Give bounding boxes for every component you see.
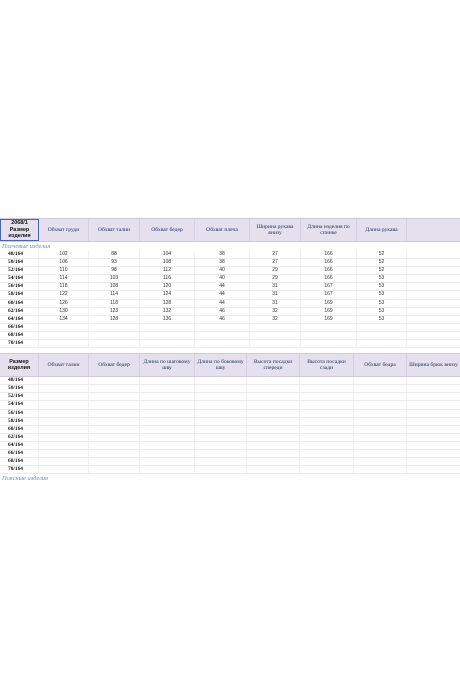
- size-cell: 68/164: [0, 332, 39, 339]
- value-cell: [89, 393, 140, 400]
- value-cell: [357, 324, 407, 331]
- top-table-header: [0, 218, 460, 242]
- column-header: Длина по шаговому шву: [140, 354, 195, 376]
- value-cell: [407, 340, 460, 347]
- value-cell: 126: [39, 300, 89, 307]
- table-row: [0, 393, 460, 401]
- column-header: Высота посадки сзади: [300, 354, 354, 376]
- table-row: [0, 324, 460, 332]
- value-cell: [407, 324, 460, 331]
- value-cell: 88: [89, 251, 140, 258]
- size-cell: 70/164: [0, 340, 39, 347]
- value-cell: [140, 340, 195, 347]
- value-cell: [247, 410, 300, 417]
- value-cell: [89, 450, 140, 457]
- value-cell: 29: [250, 267, 301, 274]
- value-cell: [195, 377, 247, 384]
- value-cell: 169: [301, 300, 357, 307]
- value-cell: [357, 332, 407, 339]
- value-cell: [247, 442, 300, 449]
- size-cell: 58/164: [0, 418, 39, 425]
- value-cell: [301, 340, 357, 347]
- value-cell: 103: [89, 275, 140, 282]
- value-cell: [195, 450, 247, 457]
- value-cell: 106: [39, 259, 89, 266]
- value-cell: [407, 308, 460, 315]
- value-cell: [407, 377, 460, 384]
- size-cell: 60/164: [0, 426, 39, 433]
- value-cell: [354, 385, 407, 392]
- value-cell: [89, 340, 140, 347]
- table-row: [0, 442, 460, 450]
- table-row: [0, 401, 460, 409]
- value-cell: 124: [140, 291, 195, 298]
- size-cell: 52/164: [0, 393, 39, 400]
- size-cell: 50/164: [0, 259, 39, 266]
- value-cell: 40: [195, 275, 250, 282]
- value-cell: [354, 442, 407, 449]
- value-cell: 108: [89, 283, 140, 290]
- value-cell: [354, 466, 407, 473]
- value-cell: [407, 332, 460, 339]
- value-cell: 128: [89, 316, 140, 323]
- value-cell: 130: [39, 308, 89, 315]
- value-cell: [140, 434, 195, 441]
- value-cell: [195, 401, 247, 408]
- value-cell: [140, 324, 195, 331]
- size-cell: 56/164: [0, 410, 39, 417]
- size-cell: 50/164: [0, 385, 39, 392]
- value-cell: 123: [89, 308, 140, 315]
- column-header: Обхват талии: [89, 219, 140, 241]
- table-row: [0, 283, 460, 291]
- value-cell: [89, 418, 140, 425]
- value-cell: [195, 410, 247, 417]
- value-cell: [247, 466, 300, 473]
- table-row: [0, 332, 460, 340]
- value-cell: 27: [250, 251, 301, 258]
- value-cell: [140, 426, 195, 433]
- value-cell: 44: [195, 283, 250, 290]
- value-cell: [300, 385, 354, 392]
- table-row: [0, 308, 460, 316]
- value-cell: [140, 418, 195, 425]
- value-cell: [407, 275, 460, 282]
- value-cell: [39, 401, 89, 408]
- table-row: [0, 251, 460, 259]
- value-cell: 166: [301, 259, 357, 266]
- bottom-table-body: [0, 377, 460, 474]
- value-cell: 134: [39, 316, 89, 323]
- value-cell: 31: [250, 283, 301, 290]
- value-cell: [407, 300, 460, 307]
- value-cell: [89, 466, 140, 473]
- value-cell: [250, 332, 301, 339]
- value-cell: [195, 324, 250, 331]
- value-cell: [39, 434, 89, 441]
- value-cell: 104: [140, 251, 195, 258]
- value-cell: [39, 340, 89, 347]
- value-cell: [354, 377, 407, 384]
- value-cell: [39, 324, 89, 331]
- size-cell: 70/164: [0, 466, 39, 473]
- value-cell: [250, 324, 301, 331]
- column-header: Длина рукава: [357, 219, 407, 241]
- value-cell: [89, 434, 140, 441]
- value-cell: [354, 418, 407, 425]
- table-row: [0, 410, 460, 418]
- size-cell: 68/164: [0, 458, 39, 465]
- column-header: Обхват бедер: [89, 354, 140, 376]
- value-cell: 53: [357, 283, 407, 290]
- value-cell: 38: [195, 259, 250, 266]
- value-cell: [407, 450, 460, 457]
- value-cell: [407, 291, 460, 298]
- bottom-table-header: [0, 353, 460, 377]
- value-cell: 32: [250, 308, 301, 315]
- column-header: Длина изделия по спинке: [301, 219, 357, 241]
- value-cell: [407, 410, 460, 417]
- value-cell: 112: [140, 267, 195, 274]
- value-cell: [140, 450, 195, 457]
- value-cell: [140, 393, 195, 400]
- value-cell: 53: [357, 300, 407, 307]
- value-cell: 31: [250, 300, 301, 307]
- value-cell: 102: [39, 251, 89, 258]
- value-cell: [354, 434, 407, 441]
- value-cell: [89, 385, 140, 392]
- value-cell: 136: [140, 316, 195, 323]
- column-header: Обхват бедер: [140, 219, 195, 241]
- column-header: Обхват талии: [39, 354, 89, 376]
- table-row: [0, 466, 460, 474]
- value-cell: [407, 426, 460, 433]
- table-row: [0, 316, 460, 324]
- size-cell: 66/164: [0, 324, 39, 331]
- value-cell: 167: [301, 291, 357, 298]
- value-cell: [247, 434, 300, 441]
- value-cell: [407, 385, 460, 392]
- size-column-header: Размер изделия: [0, 354, 39, 376]
- size-cell: 62/164: [0, 434, 39, 441]
- size-column-header: 2068/1 Размер изделия: [0, 219, 39, 241]
- value-cell: 114: [89, 291, 140, 298]
- value-cell: 98: [89, 267, 140, 274]
- value-cell: 132: [140, 308, 195, 315]
- value-cell: 53: [357, 275, 407, 282]
- value-cell: 44: [195, 291, 250, 298]
- value-cell: 122: [39, 291, 89, 298]
- value-cell: [247, 377, 300, 384]
- value-cell: [300, 418, 354, 425]
- value-cell: [247, 385, 300, 392]
- value-cell: [39, 385, 89, 392]
- column-header: Обхват бедра: [354, 354, 407, 376]
- value-cell: 46: [195, 308, 250, 315]
- value-cell: [195, 442, 247, 449]
- value-cell: [407, 393, 460, 400]
- value-cell: 169: [301, 316, 357, 323]
- value-cell: [407, 267, 460, 274]
- value-cell: [89, 458, 140, 465]
- value-cell: [39, 410, 89, 417]
- value-cell: [354, 458, 407, 465]
- value-cell: [39, 466, 89, 473]
- value-cell: 40: [195, 267, 250, 274]
- value-cell: [39, 426, 89, 433]
- value-cell: [140, 332, 195, 339]
- size-cell: 52/164: [0, 267, 39, 274]
- value-cell: [140, 385, 195, 392]
- value-cell: [140, 401, 195, 408]
- value-cell: [195, 434, 247, 441]
- value-cell: [300, 442, 354, 449]
- column-header: Ширина рукава внизу: [250, 219, 301, 241]
- value-cell: [407, 466, 460, 473]
- table-row: [0, 377, 460, 385]
- value-cell: [89, 401, 140, 408]
- value-cell: 108: [140, 259, 195, 266]
- value-cell: 46: [195, 316, 250, 323]
- value-cell: [89, 377, 140, 384]
- value-cell: [300, 393, 354, 400]
- value-cell: [195, 418, 247, 425]
- table-row: [0, 458, 460, 466]
- size-cell: 66/164: [0, 450, 39, 457]
- size-cell: 58/164: [0, 291, 39, 298]
- value-cell: [247, 401, 300, 408]
- value-cell: 31: [250, 291, 301, 298]
- value-cell: [250, 340, 301, 347]
- value-cell: [300, 458, 354, 465]
- value-cell: [140, 466, 195, 473]
- value-cell: [354, 426, 407, 433]
- value-cell: 53: [357, 308, 407, 315]
- size-cell: 48/164: [0, 377, 39, 384]
- value-cell: [407, 418, 460, 425]
- value-cell: 38: [195, 251, 250, 258]
- size-cell: 62/164: [0, 308, 39, 315]
- value-cell: 52: [357, 251, 407, 258]
- value-cell: 52: [357, 267, 407, 274]
- value-cell: [301, 324, 357, 331]
- table-row: [0, 385, 460, 393]
- value-cell: [301, 332, 357, 339]
- size-cell: 64/164: [0, 442, 39, 449]
- value-cell: 169: [301, 308, 357, 315]
- value-cell: [300, 466, 354, 473]
- size-cell: 48/164: [0, 251, 39, 258]
- value-cell: 53: [357, 316, 407, 323]
- bottom-section-label: Поясные изделия: [2, 475, 49, 483]
- value-cell: [89, 410, 140, 417]
- value-cell: [300, 377, 354, 384]
- value-cell: 166: [301, 267, 357, 274]
- value-cell: 29: [250, 275, 301, 282]
- value-cell: [300, 410, 354, 417]
- value-cell: [407, 442, 460, 449]
- value-cell: 166: [301, 251, 357, 258]
- size-cell: 60/164: [0, 300, 39, 307]
- value-cell: [407, 283, 460, 290]
- value-cell: [89, 332, 140, 339]
- value-cell: [39, 393, 89, 400]
- value-cell: [89, 426, 140, 433]
- value-cell: [89, 324, 140, 331]
- value-cell: [140, 377, 195, 384]
- value-cell: 114: [39, 275, 89, 282]
- value-cell: [39, 458, 89, 465]
- size-cell: 56/164: [0, 283, 39, 290]
- table-row: [0, 426, 460, 434]
- size-cell: 54/164: [0, 275, 39, 282]
- value-cell: [39, 332, 89, 339]
- value-cell: [39, 442, 89, 449]
- table-row: [0, 300, 460, 308]
- value-cell: [39, 418, 89, 425]
- value-cell: [39, 450, 89, 457]
- value-cell: [354, 410, 407, 417]
- table-row: [0, 418, 460, 426]
- value-cell: [407, 251, 460, 258]
- value-cell: [140, 442, 195, 449]
- value-cell: [300, 450, 354, 457]
- value-cell: [247, 458, 300, 465]
- table-row: [0, 267, 460, 275]
- table-row: [0, 291, 460, 299]
- column-header: Высота посадки спереди: [247, 354, 300, 376]
- value-cell: [407, 434, 460, 441]
- value-cell: [300, 426, 354, 433]
- value-cell: [300, 434, 354, 441]
- value-cell: [195, 385, 247, 392]
- value-cell: [407, 401, 460, 408]
- top-table-body: [0, 251, 460, 348]
- value-cell: [354, 393, 407, 400]
- value-cell: [407, 316, 460, 323]
- table-row: [0, 450, 460, 458]
- value-cell: [195, 332, 250, 339]
- value-cell: [140, 458, 195, 465]
- value-cell: [195, 458, 247, 465]
- value-cell: [407, 458, 460, 465]
- top-section-label: Плечевые изделия: [2, 243, 51, 250]
- column-header: Обхват груди: [39, 219, 89, 241]
- value-cell: 52: [357, 259, 407, 266]
- value-cell: 116: [140, 275, 195, 282]
- value-cell: 167: [301, 283, 357, 290]
- value-cell: 166: [301, 275, 357, 282]
- column-header: [407, 219, 460, 241]
- value-cell: 93: [89, 259, 140, 266]
- value-cell: [195, 426, 247, 433]
- value-cell: 27: [250, 259, 301, 266]
- value-cell: 118: [89, 300, 140, 307]
- value-cell: [357, 340, 407, 347]
- value-cell: 53: [357, 291, 407, 298]
- value-cell: [89, 442, 140, 449]
- value-cell: 118: [39, 283, 89, 290]
- value-cell: [354, 450, 407, 457]
- table-row: [0, 340, 460, 348]
- column-header: Обхват плеча: [195, 219, 250, 241]
- value-cell: [354, 401, 407, 408]
- value-cell: [39, 377, 89, 384]
- value-cell: [140, 410, 195, 417]
- value-cell: 32: [250, 316, 301, 323]
- size-chart-sheet: [0, 218, 460, 483]
- value-cell: [195, 340, 250, 347]
- value-cell: [300, 401, 354, 408]
- column-header: Длина по боковому шву: [195, 354, 247, 376]
- value-cell: [247, 418, 300, 425]
- value-cell: 44: [195, 300, 250, 307]
- size-cell: 54/164: [0, 401, 39, 408]
- size-cell: 64/164: [0, 316, 39, 323]
- table-row: [0, 259, 460, 267]
- value-cell: [247, 450, 300, 457]
- value-cell: [195, 466, 247, 473]
- value-cell: 110: [39, 267, 89, 274]
- table-row: [0, 275, 460, 283]
- value-cell: [247, 426, 300, 433]
- table-row: [0, 434, 460, 442]
- column-header: Ширина брюк внизу: [409, 361, 458, 368]
- value-cell: [247, 393, 300, 400]
- value-cell: 120: [140, 283, 195, 290]
- value-cell: 128: [140, 300, 195, 307]
- value-cell: [195, 393, 247, 400]
- value-cell: [407, 259, 460, 266]
